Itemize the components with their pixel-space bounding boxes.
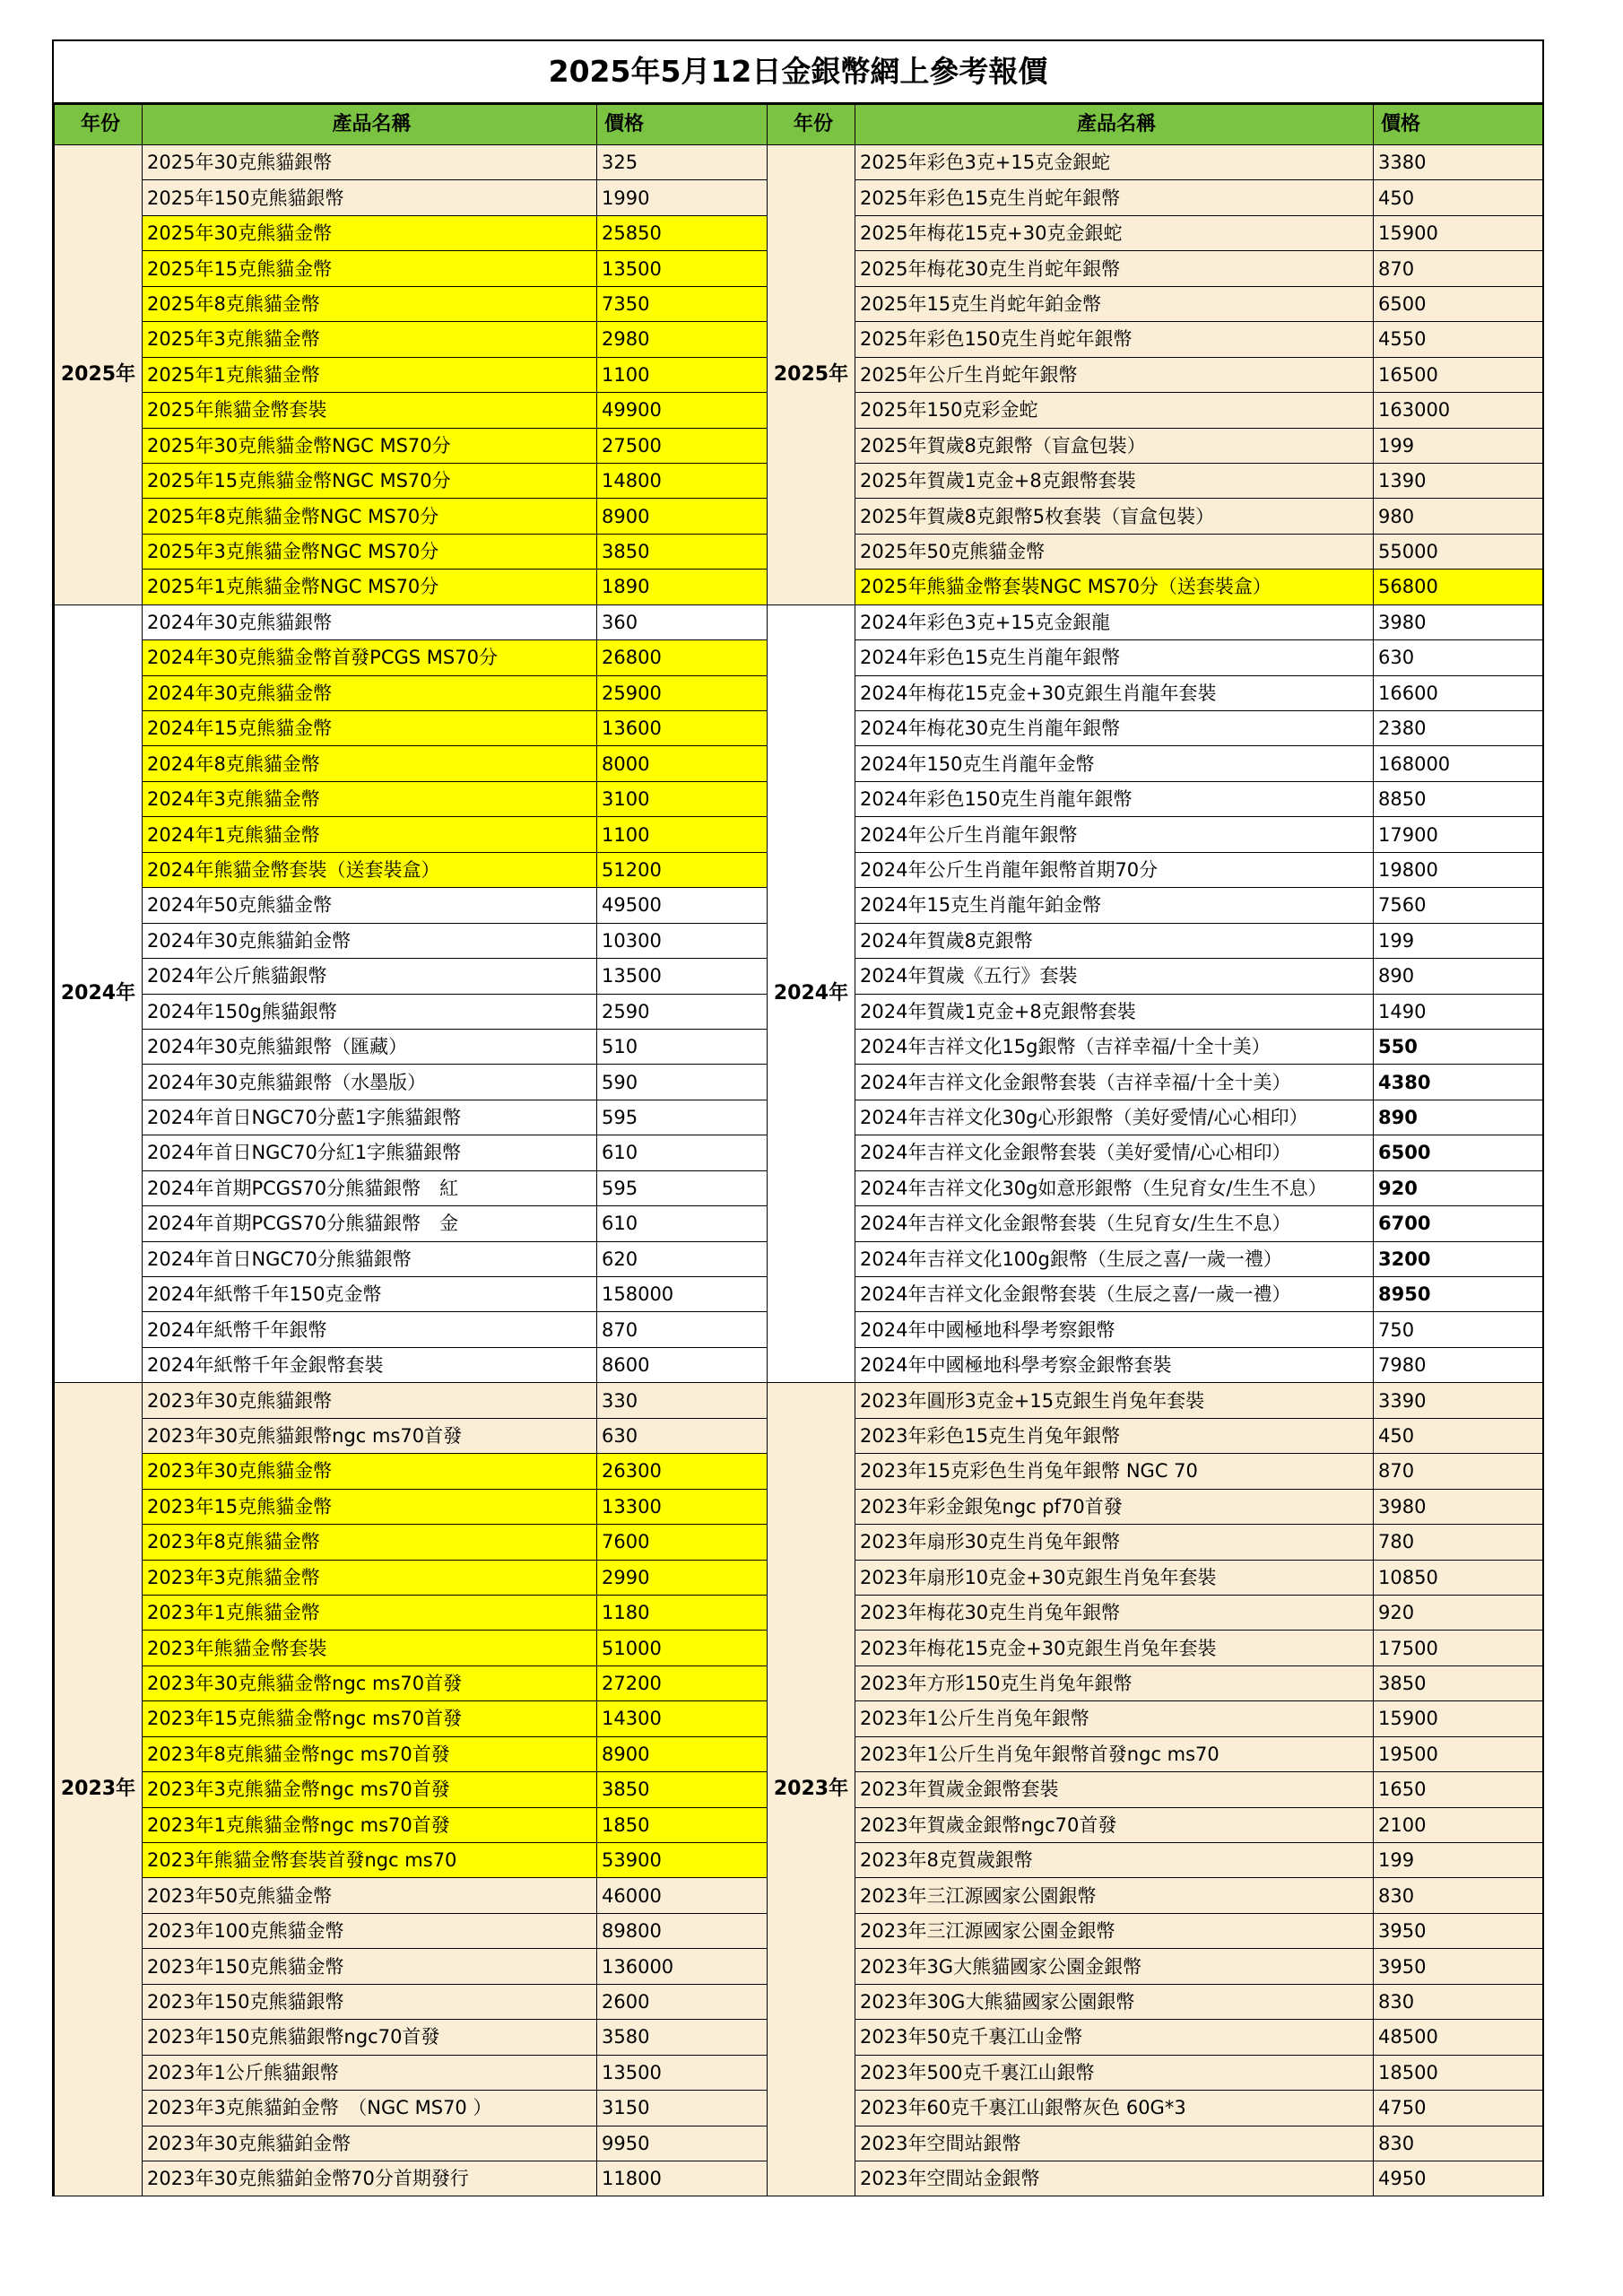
product-price: 168000 (1374, 746, 1543, 781)
product-name: 2023年8克熊貓金幣 (143, 1525, 597, 1560)
product-name: 2024年紙幣千年銀幣 (143, 1312, 597, 1347)
product-name: 2024年公斤生肖龍年銀幣 (855, 817, 1374, 852)
product-name: 2024年首期PCGS70分熊貓銀幣 金 (143, 1206, 597, 1241)
product-price: 19500 (1374, 1736, 1543, 1771)
year-label-left: 2023年 (55, 1383, 143, 2196)
price-sheet (52, 39, 1544, 2196)
product-price: 8850 (1374, 781, 1543, 816)
product-price: 7560 (1374, 888, 1543, 923)
product-price: 1100 (597, 817, 768, 852)
product-price: 360 (597, 604, 768, 639)
product-name: 2025年梅花15克+30克金銀蛇 (855, 215, 1374, 250)
product-name: 2025年3克熊貓金幣NGC MS70分 (143, 534, 597, 569)
product-price: 14800 (597, 463, 768, 498)
product-price: 25850 (597, 215, 768, 250)
product-name: 2023年圓形3克金+15克銀生肖兔年套裝 (855, 1383, 1374, 1418)
product-name: 2024年吉祥文化金銀幣套裝（生兒育女/生生不息） (855, 1206, 1374, 1241)
product-name: 2023年梅花30克生肖兔年銀幣 (855, 1595, 1374, 1630)
product-name: 2024年30克熊貓金幣 (143, 675, 597, 710)
product-price: 7980 (1374, 1347, 1543, 1382)
product-name: 2025年15克熊貓金幣NGC MS70分 (143, 463, 597, 498)
product-price: 3950 (1374, 1949, 1543, 1984)
header-year-right: 年份 (768, 105, 855, 145)
product-price: 89800 (597, 1913, 768, 1948)
product-name: 2025年彩色150克生肖蛇年銀幣 (855, 322, 1374, 357)
product-price: 3580 (597, 2020, 768, 2055)
product-name: 2024年首日NGC70分熊貓銀幣 (143, 1241, 597, 1276)
product-name: 2023年3克熊貓金幣 (143, 1560, 597, 1595)
product-name: 2023年1公斤熊貓銀幣 (143, 2055, 597, 2090)
product-name: 2023年1克熊貓金幣ngc ms70首發 (143, 1807, 597, 1842)
product-price: 890 (1374, 1100, 1543, 1135)
table-body (55, 145, 1543, 2196)
product-name: 2024年紙幣千年金銀幣套裝 (143, 1347, 597, 1382)
product-name: 2024年吉祥文化30g如意形銀幣（生兒育女/生生不息） (855, 1170, 1374, 1205)
product-price: 630 (1374, 640, 1543, 675)
product-name: 2023年15克熊貓金幣ngc ms70首發 (143, 1701, 597, 1736)
product-price: 13300 (597, 1489, 768, 1524)
product-name: 2025年30克熊貓銀幣 (143, 145, 597, 180)
product-name: 2023年100克熊貓金幣 (143, 1913, 597, 1948)
product-price: 550 (1374, 1029, 1543, 1064)
year-label-right: 2023年 (768, 1383, 855, 2196)
product-price: 870 (1374, 1454, 1543, 1489)
product-price: 7350 (597, 286, 768, 321)
product-price: 13600 (597, 711, 768, 746)
product-name: 2025年1克熊貓金幣NGC MS70分 (143, 570, 597, 604)
product-price: 1890 (597, 570, 768, 604)
product-name: 2023年8克熊貓金幣ngc ms70首發 (143, 1736, 597, 1771)
product-price: 2380 (1374, 711, 1543, 746)
product-price: 450 (1374, 180, 1543, 215)
table-row (55, 145, 1543, 180)
product-name: 2023年扇形30克生肖兔年銀幣 (855, 1525, 1374, 1560)
product-price: 3980 (1374, 604, 1543, 639)
product-name: 2024年公斤生肖龍年銀幣首期70分 (855, 852, 1374, 887)
product-price: 4550 (1374, 322, 1543, 357)
product-name: 2023年三江源國家公園金銀幣 (855, 1913, 1374, 1948)
year-label-left: 2024年 (55, 604, 143, 1383)
product-price: 2980 (597, 322, 768, 357)
product-price: 163000 (1374, 393, 1543, 428)
product-name: 2024年吉祥文化30g心形銀幣（美好愛情/心心相印） (855, 1100, 1374, 1135)
product-price: 158000 (597, 1277, 768, 1312)
product-name: 2023年空間站金銀幣 (855, 2161, 1374, 2196)
product-name: 2023年熊貓金幣套裝 (143, 1631, 597, 1665)
product-price: 8900 (597, 1736, 768, 1771)
product-price: 11800 (597, 2161, 768, 2196)
product-price: 27200 (597, 1665, 768, 1700)
product-price: 10300 (597, 923, 768, 958)
product-price: 19800 (1374, 852, 1543, 887)
product-name: 2024年賀歲8克銀幣 (855, 923, 1374, 958)
price-table (54, 104, 1543, 2196)
product-price: 3100 (597, 781, 768, 816)
product-name: 2023年50克熊貓金幣 (143, 1878, 597, 1913)
product-price: 48500 (1374, 2020, 1543, 2055)
product-price: 6700 (1374, 1206, 1543, 1241)
product-name: 2025年彩色15克生肖蛇年銀幣 (855, 180, 1374, 215)
product-price: 630 (597, 1418, 768, 1453)
product-price: 1180 (597, 1595, 768, 1630)
product-price: 51200 (597, 852, 768, 887)
product-name: 2024年彩色3克+15克金銀龍 (855, 604, 1374, 639)
product-name: 2024年梅花15克金+30克銀生肖龍年套裝 (855, 675, 1374, 710)
product-price: 8950 (1374, 1277, 1543, 1312)
product-name: 2023年賀歲金銀幣套裝 (855, 1772, 1374, 1807)
product-price: 16600 (1374, 675, 1543, 710)
product-price: 1990 (597, 180, 768, 215)
product-price: 17500 (1374, 1631, 1543, 1665)
product-price: 8000 (597, 746, 768, 781)
product-name: 2023年30克熊貓銀幣ngc ms70首發 (143, 1418, 597, 1453)
product-name: 2024年賀歲1克金+8克銀幣套裝 (855, 994, 1374, 1029)
product-name: 2023年梅花15克金+30克銀生肖兔年套裝 (855, 1631, 1374, 1665)
product-price: 590 (597, 1065, 768, 1100)
product-name: 2023年空間站銀幣 (855, 2126, 1374, 2161)
product-name: 2025年彩色3克+15克金銀蛇 (855, 145, 1374, 180)
product-name: 2024年15克生肖龍年鉑金幣 (855, 888, 1374, 923)
product-price: 7600 (597, 1525, 768, 1560)
product-price: 3980 (1374, 1489, 1543, 1524)
product-price: 1850 (597, 1807, 768, 1842)
product-price: 15900 (1374, 1701, 1543, 1736)
product-price: 2990 (597, 1560, 768, 1595)
product-price: 27500 (597, 428, 768, 463)
product-name: 2023年30G大熊貓國家公園銀幣 (855, 1984, 1374, 2019)
product-price: 3850 (597, 1772, 768, 1807)
product-price: 4380 (1374, 1065, 1543, 1100)
year-label-right: 2024年 (768, 604, 855, 1383)
product-price: 49500 (597, 888, 768, 923)
product-name: 2024年吉祥文化金銀幣套裝（吉祥幸福/十全十美） (855, 1065, 1374, 1100)
product-name: 2024年30克熊貓銀幣（匯藏） (143, 1029, 597, 1064)
product-price: 49900 (597, 393, 768, 428)
product-price: 18500 (1374, 2055, 1543, 2090)
product-price: 46000 (597, 1878, 768, 1913)
product-price: 980 (1374, 499, 1543, 534)
product-name: 2023年15克彩色生肖兔年銀幣 NGC 70 (855, 1454, 1374, 1489)
product-name: 2024年30克熊貓銀幣 (143, 604, 597, 639)
product-name: 2024年吉祥文化金銀幣套裝（美好愛情/心心相印） (855, 1135, 1374, 1170)
product-name: 2025年8克熊貓金幣 (143, 286, 597, 321)
product-name: 2025年熊貓金幣套裝 (143, 393, 597, 428)
product-price: 830 (1374, 2126, 1543, 2161)
product-name: 2023年彩金銀兔ngc pf70首發 (855, 1489, 1374, 1524)
product-name: 2024年吉祥文化100g銀幣（生辰之喜/一歲一禮） (855, 1241, 1374, 1276)
product-name: 2024年中國極地科學考察金銀幣套裝 (855, 1347, 1374, 1382)
product-name: 2024年中國極地科學考察銀幣 (855, 1312, 1374, 1347)
product-name: 2025年公斤生肖蛇年銀幣 (855, 357, 1374, 392)
product-price: 51000 (597, 1631, 768, 1665)
product-name: 2024年公斤熊貓銀幣 (143, 959, 597, 994)
product-name: 2023年8克賀歲銀幣 (855, 1843, 1374, 1878)
product-name: 2024年50克熊貓金幣 (143, 888, 597, 923)
product-price: 3150 (597, 2091, 768, 2126)
product-price: 595 (597, 1170, 768, 1205)
product-name: 2025年50克熊貓金幣 (855, 534, 1374, 569)
product-name: 2023年150克熊貓銀幣ngc70首發 (143, 2020, 597, 2055)
product-price: 3380 (1374, 145, 1543, 180)
header-product-left: 產品名稱 (143, 105, 597, 145)
product-name: 2023年方形150克生肖兔年銀幣 (855, 1665, 1374, 1700)
product-name: 2025年賀歲8克銀幣5枚套裝（盲盒包裝） (855, 499, 1374, 534)
product-price: 26300 (597, 1454, 768, 1489)
product-name: 2025年梅花30克生肖蛇年銀幣 (855, 251, 1374, 286)
product-name: 2025年150克熊貓銀幣 (143, 180, 597, 215)
product-price: 3850 (597, 534, 768, 569)
product-price: 870 (597, 1312, 768, 1347)
product-name: 2025年賀歲8克銀幣（盲盒包裝） (855, 428, 1374, 463)
header-year-left: 年份 (55, 105, 143, 145)
product-price: 15900 (1374, 215, 1543, 250)
header-row (55, 105, 1543, 145)
header-price-left: 價格 (597, 105, 768, 145)
product-name: 2025年150克彩金蛇 (855, 393, 1374, 428)
product-price: 330 (597, 1383, 768, 1418)
product-name: 2023年賀歲金銀幣ngc70首發 (855, 1807, 1374, 1842)
year-label-right: 2025年 (768, 145, 855, 605)
product-price: 2600 (597, 1984, 768, 2019)
product-price: 13500 (597, 251, 768, 286)
product-price: 450 (1374, 1418, 1543, 1453)
product-name: 2024年3克熊貓金幣 (143, 781, 597, 816)
product-name: 2023年3克熊貓鉑金幣 （NGC MS70 ） (143, 2091, 597, 2126)
header-price-right: 價格 (1374, 105, 1543, 145)
product-name: 2023年30克熊貓金幣ngc ms70首發 (143, 1665, 597, 1700)
product-price: 750 (1374, 1312, 1543, 1347)
product-price: 8900 (597, 499, 768, 534)
product-price: 14300 (597, 1701, 768, 1736)
product-name: 2023年30克熊貓鉑金幣70分首期發行 (143, 2161, 597, 2196)
product-price: 780 (1374, 1525, 1543, 1560)
product-price: 199 (1374, 923, 1543, 958)
product-name: 2024年彩色15克生肖龍年銀幣 (855, 640, 1374, 675)
product-price: 510 (597, 1029, 768, 1064)
product-price: 920 (1374, 1170, 1543, 1205)
product-name: 2023年熊貓金幣套裝首發ngc ms70 (143, 1843, 597, 1878)
product-price: 6500 (1374, 1135, 1543, 1170)
product-name: 2024年彩色150克生肖龍年銀幣 (855, 781, 1374, 816)
product-price: 830 (1374, 1984, 1543, 2019)
product-price: 199 (1374, 1843, 1543, 1878)
product-price: 10850 (1374, 1560, 1543, 1595)
product-name: 2023年30克熊貓金幣 (143, 1454, 597, 1489)
product-name: 2023年150克熊貓銀幣 (143, 1984, 597, 2019)
year-label-left: 2025年 (55, 145, 143, 605)
table-row (55, 604, 1543, 639)
product-name: 2024年熊貓金幣套裝（送套裝盒） (143, 852, 597, 887)
product-price: 13500 (597, 959, 768, 994)
product-name: 2025年熊貓金幣套裝NGC MS70分（送套裝盒） (855, 570, 1374, 604)
product-name: 2024年8克熊貓金幣 (143, 746, 597, 781)
product-price: 56800 (1374, 570, 1543, 604)
product-price: 610 (597, 1206, 768, 1241)
product-name: 2025年賀歲1克金+8克銀幣套裝 (855, 463, 1374, 498)
product-price: 4950 (1374, 2161, 1543, 2196)
product-price: 870 (1374, 251, 1543, 286)
product-price: 1650 (1374, 1772, 1543, 1807)
product-price: 13500 (597, 2055, 768, 2090)
product-name: 2024年首日NGC70分紅1字熊貓銀幣 (143, 1135, 597, 1170)
product-name: 2024年30克熊貓金幣首發PCGS MS70分 (143, 640, 597, 675)
product-name: 2025年15克生肖蛇年鉑金幣 (855, 286, 1374, 321)
product-name: 2023年1克熊貓金幣 (143, 1595, 597, 1630)
product-name: 2023年60克千裏江山銀幣灰色 60G*3 (855, 2091, 1374, 2126)
product-price: 2100 (1374, 1807, 1543, 1842)
product-name: 2024年首日NGC70分藍1字熊貓銀幣 (143, 1100, 597, 1135)
product-name: 2024年30克熊貓銀幣（水墨版） (143, 1065, 597, 1100)
product-price: 8600 (597, 1347, 768, 1382)
product-name: 2025年15克熊貓金幣 (143, 251, 597, 286)
product-price: 16500 (1374, 357, 1543, 392)
product-price: 1100 (597, 357, 768, 392)
product-name: 2023年30克熊貓銀幣 (143, 1383, 597, 1418)
product-name: 2024年1克熊貓金幣 (143, 817, 597, 852)
table-row (55, 1383, 1543, 1418)
product-price: 890 (1374, 959, 1543, 994)
product-name: 2025年3克熊貓金幣 (143, 322, 597, 357)
product-price: 1490 (1374, 994, 1543, 1029)
product-price: 610 (597, 1135, 768, 1170)
product-name: 2025年1克熊貓金幣 (143, 357, 597, 392)
product-name: 2025年30克熊貓金幣NGC MS70分 (143, 428, 597, 463)
product-price: 2590 (597, 994, 768, 1029)
product-price: 595 (597, 1100, 768, 1135)
product-price: 26800 (597, 640, 768, 675)
product-price: 9950 (597, 2126, 768, 2161)
product-name: 2023年15克熊貓金幣 (143, 1489, 597, 1524)
product-name: 2025年8克熊貓金幣NGC MS70分 (143, 499, 597, 534)
product-name: 2023年彩色15克生肖兔年銀幣 (855, 1418, 1374, 1453)
product-name: 2023年三江源國家公園銀幣 (855, 1878, 1374, 1913)
product-name: 2023年50克千裏江山金幣 (855, 2020, 1374, 2055)
product-name: 2024年150克生肖龍年金幣 (855, 746, 1374, 781)
product-name: 2025年30克熊貓金幣 (143, 215, 597, 250)
product-price: 55000 (1374, 534, 1543, 569)
product-name: 2023年扇形10克金+30克銀生肖兔年套裝 (855, 1560, 1374, 1595)
product-price: 3950 (1374, 1913, 1543, 1948)
product-name: 2024年首期PCGS70分熊貓銀幣 紅 (143, 1170, 597, 1205)
product-price: 17900 (1374, 817, 1543, 852)
product-price: 3200 (1374, 1241, 1543, 1276)
product-price: 1390 (1374, 463, 1543, 498)
product-price: 136000 (597, 1949, 768, 1984)
product-price: 920 (1374, 1595, 1543, 1630)
product-price: 325 (597, 145, 768, 180)
product-name: 2024年150g熊貓銀幣 (143, 994, 597, 1029)
product-name: 2024年30克熊貓鉑金幣 (143, 923, 597, 958)
page-title: 2025年5月12日金銀幣網上參考報價 (54, 41, 1542, 104)
product-price: 25900 (597, 675, 768, 710)
product-price: 53900 (597, 1843, 768, 1878)
product-price: 620 (597, 1241, 768, 1276)
product-price: 199 (1374, 428, 1543, 463)
product-price: 4750 (1374, 2091, 1543, 2126)
product-price: 3850 (1374, 1665, 1543, 1700)
header-product-right: 產品名稱 (855, 105, 1374, 145)
product-name: 2023年3G大熊貓國家公園金銀幣 (855, 1949, 1374, 1984)
product-name: 2024年吉祥文化15g銀幣（吉祥幸福/十全十美） (855, 1029, 1374, 1064)
product-name: 2023年3克熊貓金幣ngc ms70首發 (143, 1772, 597, 1807)
product-name: 2023年150克熊貓金幣 (143, 1949, 597, 1984)
product-name: 2024年紙幣千年150克金幣 (143, 1277, 597, 1312)
product-name: 2023年1公斤生肖兔年銀幣 (855, 1701, 1374, 1736)
product-name: 2024年賀歲《五行》套裝 (855, 959, 1374, 994)
product-price: 3390 (1374, 1383, 1543, 1418)
product-price: 830 (1374, 1878, 1543, 1913)
product-name: 2023年500克千裏江山銀幣 (855, 2055, 1374, 2090)
product-name: 2023年1公斤生肖兔年銀幣首發ngc ms70 (855, 1736, 1374, 1771)
product-name: 2023年30克熊貓鉑金幣 (143, 2126, 597, 2161)
product-name: 2024年吉祥文化金銀幣套裝（生辰之喜/一歲一禮） (855, 1277, 1374, 1312)
product-name: 2024年15克熊貓金幣 (143, 711, 597, 746)
product-price: 6500 (1374, 286, 1543, 321)
product-name: 2024年梅花30克生肖龍年銀幣 (855, 711, 1374, 746)
